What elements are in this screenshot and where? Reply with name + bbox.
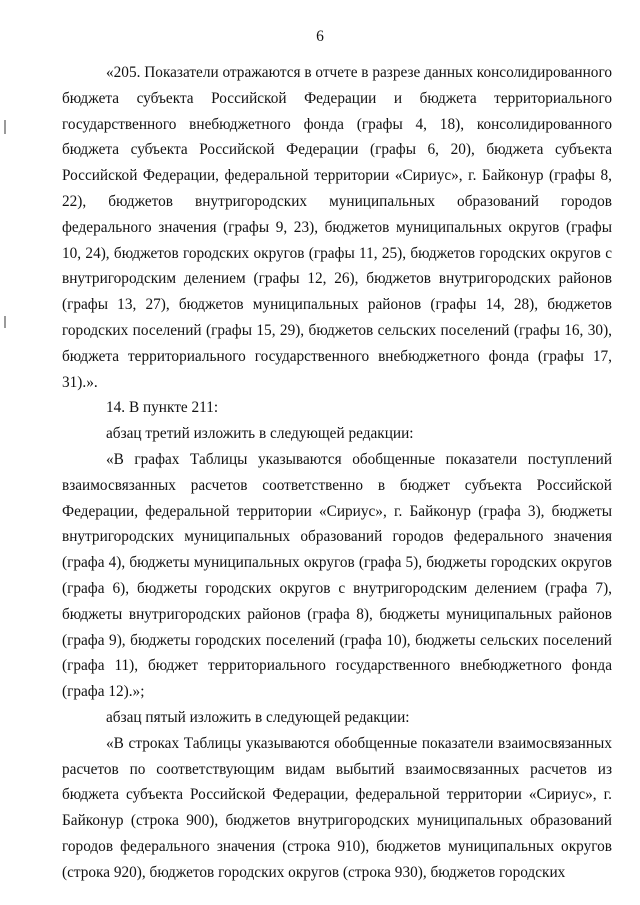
paragraph-abzac-tretiy: абзац третий изложить в следующей редакции:: [106, 425, 414, 443]
scan-edge-mark: [4, 120, 6, 134]
paragraph-item-14: 14. В пункте 211:: [106, 399, 219, 417]
scan-edge-mark: [4, 316, 6, 328]
document-body: [62, 60, 612, 886]
paragraph-abzac-pyatyy: абзац пятый изложить в следующей редакции:: [106, 708, 410, 726]
paragraph-grafy-tablicy: «В графах Таблицы указываются обобщенные показатели поступлений взаимосвязанных расчетов соответственно в бюджет субъекта Российской Федерации, федеральной территории «Сириус», г. Байконур (графа 3), бюджеты внутригородских муниципальных образований городов федерального значения (графа 4), бюджеты муниципальных округов (графа 5), бюджеты городских округов (графа 6), бюджеты городских округов с внутригородским делением (графа 7), бюджеты внутригородских районов (графа 8), бюджеты муниципальных районов (графа 9), бюджеты городских поселений (графа 10), бюджеты сельских поселений (графа 11), бюджет территориального государственного внебюджетного фонда (графа 12).»;: [62, 450, 612, 701]
paragraph-stroki-tablicy: «В строках Таблицы указываются обобщенные показатели взаимосвязанных расчетов по соответствующим видам выбытий взаимосвязанных расчетов из бюджета субъекта Российской Федерации, федеральной территории «Сириус», г. Байконур (строка 900), бюджетов внутригородских муниципальных образований городов федерального значения (строка 910), бюджетов муниципальных округов (строка 920), бюджетов городских округов (строка 930), бюджетов городских: [62, 734, 612, 881]
page-number: 6: [316, 28, 324, 45]
paragraph-205: «205. Показатели отражаются в отчете в разрезе данных консолидированного бюджета субъекта Российской Федерации и бюджета территориального государственного внебюджетного фонда (графы 4, 18), консолидированного бюджета субъекта Российской Федерации (графы 6, 20), бюджета субъекта Российской Федерации, федеральной территории «Сириус», г. Байконур (графы 8, 22), бюджетов внутригородских муниципальных образований городов федерального значения (графы 9, 23), бюджетов муниципальных округов (графы 10, 24), бюджетов городских округов (графы 11, 25), бюджетов городских округов с внутригородским делением (графы 12, 26), бюджетов внутригородских районов (графы 13, 27), бюджетов муниципальных районов (графы 14, 28), бюджетов городских поселений (графы 15, 29), бюджетов сельских поселений (графы 16, 30), бюджета территориального государственного внебюджетного фонда (графы 17, 31).».: [62, 64, 612, 391]
